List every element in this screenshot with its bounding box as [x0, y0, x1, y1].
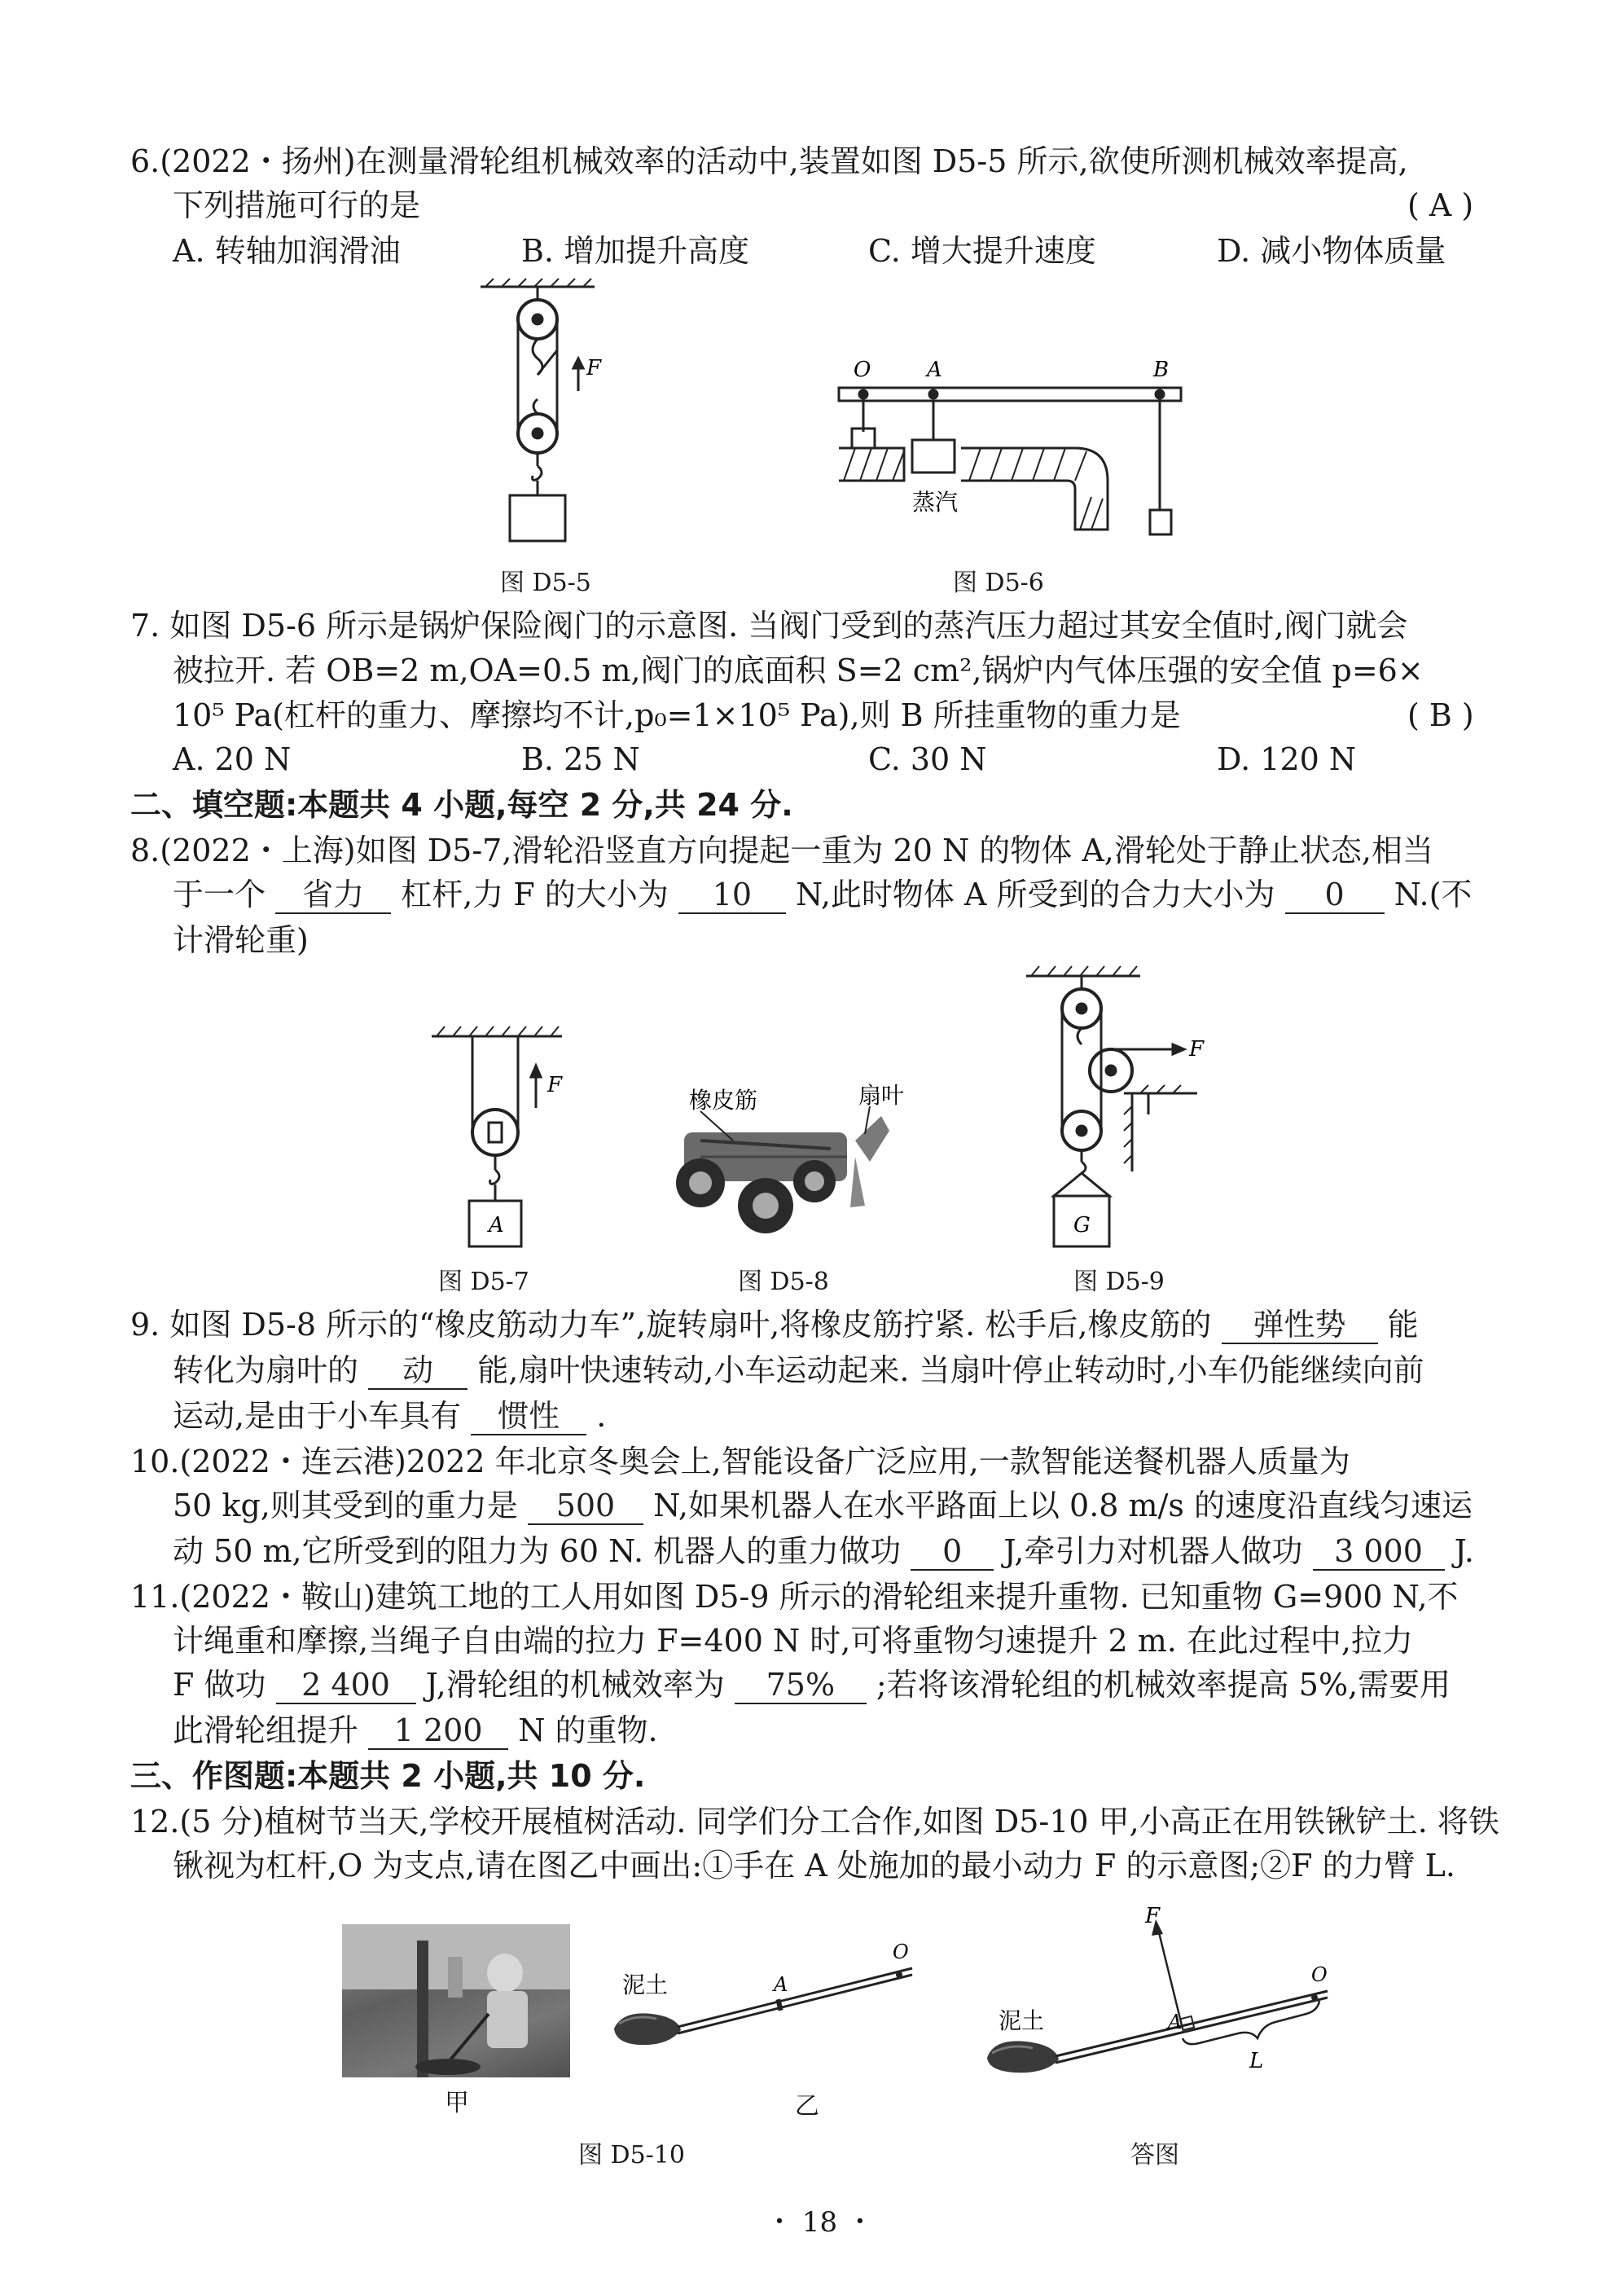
q11-text-a: F 做功 [173, 1667, 266, 1703]
q11-blank-1: 2 400 [276, 1667, 416, 1704]
answer-label-f: F [1145, 1904, 1161, 1928]
q9-blank-2: 动 [368, 1352, 467, 1390]
q8-text-c: N,此时物体 A 所受到的合力大小为 [796, 877, 1275, 912]
q8-line-3: 计滑轮重) [173, 922, 309, 958]
q9-line-3 [173, 1395, 606, 1437]
fig-d5-8-caption: 图 D5-8 [738, 1268, 829, 1296]
pulley-block-diagram [1026, 966, 1197, 1246]
q8-line-1: 8.(2022・上海)如图 D5-7,滑轮沿竖直方向提起一重为 20 N 的物体 A,滑轮处于静止状态,相当 [130, 833, 1433, 868]
q7-option-b: B. 25 N [521, 741, 640, 777]
q6-option-c: C. 增大提升速度 [868, 233, 1096, 269]
q8-blank-2: 10 [678, 877, 786, 914]
q10-text-e: J. [1454, 1533, 1474, 1569]
q9-text-f: . [596, 1398, 607, 1434]
q9-line-1 [130, 1303, 1419, 1346]
page-number: ・ 18 ・ [766, 2206, 874, 2239]
q11-line-2: 计绳重和摩擦,当绳子自由端的拉力 F=400 N 时,可将重物匀速提升 2 m. 在此过程中,拉力 [173, 1623, 1413, 1659]
q11-line-3 [173, 1664, 1451, 1706]
section-3-heading: 三、作图题:本题共 2 小题,共 10 分. [130, 1758, 646, 1794]
q6-option-b: B. 增加提升高度 [521, 233, 750, 269]
q9-text-a: 9. 如图 D5-8 所示的“橡皮筋动力车”,旋转扇叶,将橡皮筋拧紧. 松手后,橡皮筋的 [130, 1307, 1212, 1343]
q9-blank-3: 惯性 [471, 1398, 586, 1435]
figure-d5-9 [1010, 960, 1254, 1261]
section-2-heading: 二、填空题:本题共 4 小题,每空 2 分,共 24 分. [130, 787, 793, 823]
q11-text-b: J,滑轮组的机械效率为 [425, 1667, 725, 1703]
answer-label-l: L [1249, 2049, 1264, 2073]
boiler-valve-diagram [839, 388, 1181, 534]
q10-blank-3: 3 000 [1313, 1533, 1445, 1571]
pulley-system-diagram [481, 279, 595, 541]
q9-text-c: 转化为扇叶的 [173, 1352, 359, 1388]
q10-blank-1: 500 [528, 1488, 643, 1525]
q9-text-b: 能 [1387, 1307, 1419, 1343]
figure-d5-8 [652, 1084, 912, 1263]
answer-label-o: O [1311, 1963, 1328, 1986]
q11-text-e: N 的重物. [518, 1712, 658, 1748]
q10-line-3 [173, 1530, 1474, 1572]
fig-answer-caption: 答图 [1130, 2141, 1179, 2169]
fig-d5-9-caption: 图 D5-9 [1073, 1268, 1165, 1296]
fig-d5-10-caption: 图 D5-10 [578, 2141, 685, 2169]
q10-text-a: 50 kg,则其受到的重力是 [173, 1488, 518, 1523]
fig-d5-10-label-jia: 甲 [445, 2089, 469, 2117]
fig-d5-8-label-band: 橡皮筋 [689, 1087, 758, 1114]
fig-d5-6-label-o: O [854, 358, 871, 382]
fig-d5-10-label-a: A [774, 1973, 788, 1996]
rubber-band-car-image [676, 1106, 889, 1233]
planting-photo-sketch [342, 1924, 570, 2077]
fig-d5-6-label-b: B [1153, 358, 1170, 382]
fig-d5-6-label-a: A [927, 358, 942, 382]
q11-blank-2: 75% [735, 1667, 867, 1704]
q11-line-4 [173, 1709, 658, 1752]
q8-blank-1: 省力 [275, 877, 391, 914]
q8-text-b: 杠杆,力 F 的大小为 [401, 877, 669, 912]
figure-d5-6 [831, 350, 1189, 546]
fig-d5-6-label-steam: 蒸汽 [912, 489, 959, 516]
answer-label-soil: 泥土 [999, 2007, 1045, 2034]
q8-text-a: 于一个 [173, 877, 266, 912]
answer-label-a: A [1168, 2011, 1183, 2033]
q8-blank-3: 0 [1285, 877, 1385, 914]
figure-answer [977, 1898, 1352, 2094]
fig-d5-9-label-g: G [1073, 1213, 1091, 1237]
q10-text-c: 动 50 m,它所受到的阻力为 60 N. 机器人的重力做功 [173, 1533, 902, 1569]
q10-line-2 [173, 1484, 1473, 1527]
answer-lever-diagram [987, 1919, 1328, 2073]
q6-line-2: 下列措施可行的是 [173, 187, 421, 223]
q7-option-c: C. 30 N [868, 741, 987, 777]
fig-d5-7-label-f: F [547, 1073, 563, 1097]
q10-blank-2: 0 [911, 1533, 994, 1571]
q6-answer: ( A ) [1407, 187, 1474, 223]
fig-d5-8-label-fan: 扇叶 [858, 1084, 905, 1109]
fig-d5-5-caption: 图 D5-5 [500, 569, 591, 597]
q10-text-b: N,如果机器人在水平路面上以 0.8 m/s 的速度沿直线匀速运 [653, 1488, 1473, 1523]
q7-answer: ( B ) [1407, 697, 1474, 733]
figure-d5-5 [456, 277, 619, 554]
fig-d5-10-label-yi: 乙 [795, 2092, 819, 2121]
q10-text-d: J,牵引力对机器人做功 [1003, 1533, 1303, 1569]
q7-line-2: 被拉开. 若 OB=2 m,OA=0.5 m,阀门的底面积 S=2 cm²,锅炉内气体压强的安全值 p=6× [173, 653, 1424, 688]
fig-d5-6-caption: 图 D5-6 [953, 569, 1044, 597]
q9-line-2 [173, 1349, 1424, 1391]
figure-d5-7 [415, 1010, 578, 1255]
fig-d5-10-label-soil: 泥土 [622, 1971, 669, 1998]
fig-d5-10-label-o: O [893, 1941, 909, 1963]
fig-d5-5-label-f: F [586, 356, 602, 380]
q9-text-e: 运动,是由于小车具有 [173, 1398, 462, 1434]
q6-option-d: D. 减小物体质量 [1217, 233, 1446, 269]
q10-line-1: 10.(2022・连云港)2022 年北京冬奥会上,智能设备广泛应用,一款智能送餐机器人质量为 [130, 1444, 1350, 1479]
q6-option-a: A. 转轴加润滑油 [173, 233, 401, 269]
q11-text-c: ;若将该滑轮组的机械效率提高 5%,需要用 [876, 1667, 1451, 1703]
q7-line-1: 7. 如图 D5-6 所示是锅炉保险阀门的示意图. 当阀门受到的蒸汽压力超过其安全值时,阀门就会 [130, 608, 1408, 644]
fig-d5-9-label-f: F [1189, 1037, 1205, 1062]
fig-d5-7-caption: 图 D5-7 [438, 1268, 529, 1296]
q7-line-3: 10⁵ Pa(杠杆的重力、摩擦均不计,p₀=1×10⁵ Pa),则 B 所挂重物的重力是 [173, 697, 1181, 733]
q9-blank-1: 弹性势 [1222, 1307, 1378, 1344]
q12-line-1: 12.(5 分)植树节当天,学校开展植树活动. 同学们分工合作,如图 D5-10 甲,小高正在用铁锹铲土. 将铁 [130, 1804, 1499, 1840]
q11-line-1: 11.(2022・鞍山)建筑工地的工人用如图 D5-9 所示的滑轮组来提升重物. 已知重物 G=900 N,不 [130, 1579, 1459, 1615]
q11-blank-3: 1 200 [368, 1712, 508, 1750]
q12-line-2: 锹视为杠杆,O 为支点,请在图乙中画出:①手在 A 处施加的最小动力 F 的示意图;②F 的力臂 L. [173, 1848, 1455, 1884]
figure-d5-10-yi [603, 1939, 928, 2069]
q6-line-1: 6.(2022・扬州)在测量滑轮组机械效率的活动中,装置如图 D5-5 所示,欲使所测机械效率提高, [130, 143, 1408, 179]
q8-text-d: N.(不 [1394, 877, 1473, 912]
planting-photo [342, 1924, 570, 2077]
q7-option-a: A. 20 N [173, 741, 292, 777]
fig-d5-7-label-a: A [489, 1213, 504, 1237]
q11-text-d: 此滑轮组提升 [173, 1712, 359, 1748]
q7-option-d: D. 120 N [1217, 741, 1357, 777]
q8-line-2 [173, 873, 1472, 916]
q9-text-d: 能,扇叶快速转动,小车运动起来. 当扇叶停止转动时,小车仍能继续向前 [477, 1352, 1424, 1388]
